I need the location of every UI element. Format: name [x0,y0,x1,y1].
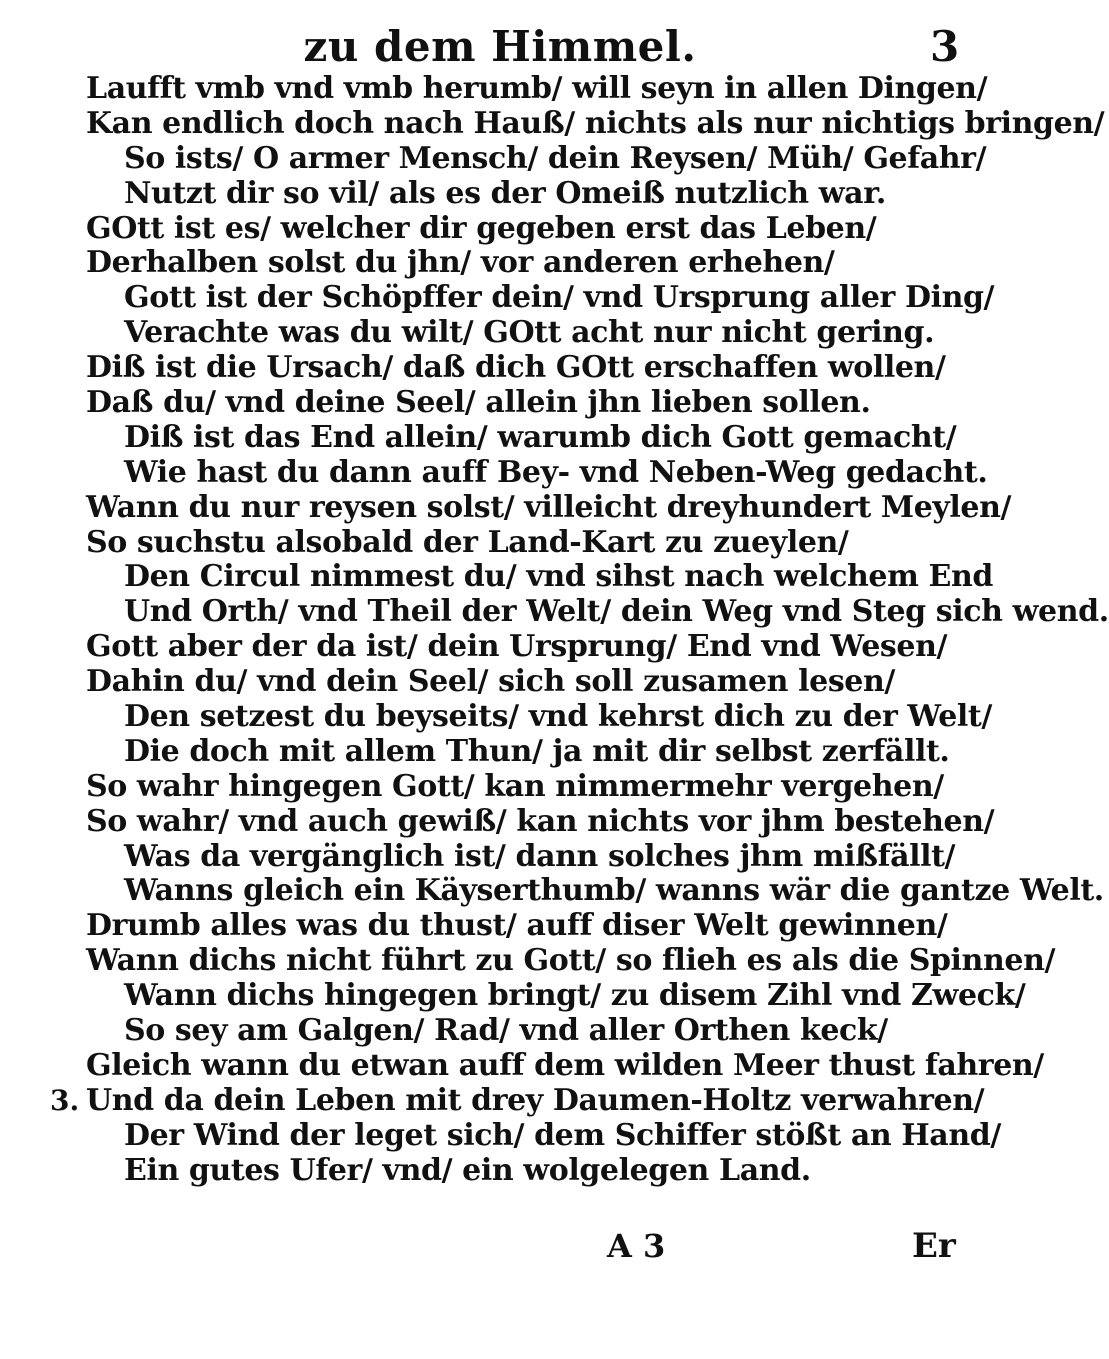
catchword: Er [912,1226,956,1266]
verse-line: Verachte was du wilt/ GOtt acht nur nicht gering. [124,315,935,351]
verse-line: Derhalben solst du jhn/ vor anderen erhehen/ [86,245,835,281]
verse-line: Laufft vmb vnd vmb herumb/ will seyn in allen Dingen/ [86,71,988,106]
verse-line: So suchstu alsobald der Land-Kart zu zueylen/ [86,524,849,560]
poem-text [0,71,1109,1189]
verse-line: Was da vergänglich ist/ dann solches jhm mißfällt/ [124,838,956,874]
verse-line: Wann dichs nicht führt zu Gott/ so flieh es als die Spinnen/ [86,943,1056,979]
verse-line: Wie hast du dann auff Bey- vnd Neben-Weg gedacht. [124,454,988,490]
verse-line: Und da dein Leben mit drey Daumen-Holtz verwahren/ [86,1082,985,1118]
verse-line: Die doch mit allem Thun/ ja mit dir selbst zerfällt. [124,733,950,769]
verse-line: Den Circul nimmest du/ vnd sihst nach welchem End [124,559,993,595]
verse-line: Diß ist die Ursach/ daß dich GOtt erschaffen wollen/ [86,350,946,386]
stanza-number: 3. [50,1084,80,1117]
verse-line: Ein gutes Ufer/ vnd/ ein wolgelegen Land. [124,1152,811,1188]
verse-line: Den setzest du beyseits/ vnd kehrst dich zu der Welt/ [124,699,992,735]
verse-line: So wahr hingegen Gott/ kan nimmermehr vergehen/ [86,768,944,804]
verse-line: So wahr/ vnd auch gewiß/ kan nichts vor jhm bestehen/ [86,803,995,839]
verse-line: Nutzt dir so vil/ als es der Omeiß nutzlich war. [124,175,886,211]
verse-line: GOtt ist es/ welcher dir gegeben erst das Leben/ [86,210,877,246]
verse-line: Gott aber der da ist/ dein Ursprung/ End vnd Wesen/ [86,629,948,665]
signature-mark: A 3 [607,1227,666,1265]
verse-line: Wann dichs hingegen bringt/ zu disem Zihl vnd Zweck/ [124,978,1026,1014]
verse-line: Kan endlich doch nach Hauß/ nichts als nur nichtigs bringen/ [86,105,1105,141]
verse-line: Daß du/ vnd deine Seel/ allein jhn lieben sollen. [86,385,871,421]
verse-line: Diß ist das End allein/ warumb dich Gott gemacht/ [124,419,957,455]
verse-line: Wann du nur reysen solst/ villeicht dreyhundert Meylen/ [86,489,1012,525]
verse-line: So ists/ O armer Mensch/ dein Reysen/ Müh/ Gefahr/ [124,140,987,176]
verse-line: Drumb alles was du thust/ auff diser Welt gewinnen/ [86,908,948,944]
verse-line: Und Orth/ vnd Theil der Welt/ dein Weg vnd Steg sich wend. [124,594,1109,630]
verse-line: Wanns gleich ein Käyserthumb/ wanns wär die gantze Welt. [124,873,1104,909]
running-head: zu dem Himmel. [303,22,697,71]
verse-line: So sey am Galgen/ Rad/ vnd aller Orthen keck/ [124,1013,888,1049]
verse-line: Dahin du/ vnd dein Seel/ sich soll zusamen lesen/ [86,664,895,700]
verse-line: Gott ist der Schöpffer dein/ vnd Ursprung aller Ding/ [124,280,995,316]
verse-line: Gleich wann du etwan auff dem wilden Meer thust fahren/ [86,1047,1044,1083]
verse-line: Der Wind der leget sich/ dem Schiffer stößt an Hand/ [124,1117,1001,1153]
page-number: 3 [930,22,960,71]
